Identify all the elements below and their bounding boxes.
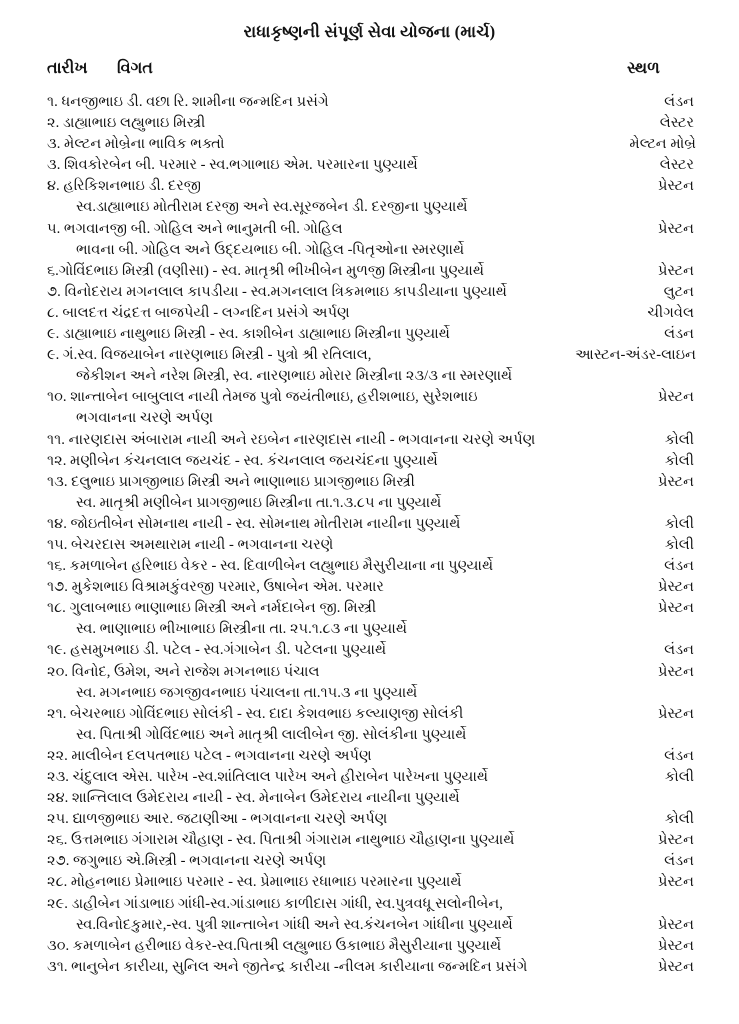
entry-place: પ્રેસ્ટન bbox=[657, 874, 694, 891]
entry-place: કોલી bbox=[664, 536, 694, 553]
entry-text: ૧૬. કમળાબેન હરિભાઇ વેકર - સ્વ. દિવાળીબેન લહ્યુભાઇ મૈસુરીયાના ના પુણ્યાર્થે bbox=[47, 558, 494, 575]
entry-place: પ્રેસ્ટન bbox=[657, 178, 694, 195]
entry-row bbox=[0, 303, 739, 324]
entry-place: પ્રેસ્ટન bbox=[657, 937, 694, 954]
entry-place: લંડન bbox=[664, 326, 694, 343]
entry-text: ૯. ડાહ્યાભાઇ નાથુભાઇ મિસ્ત્રી - સ્વ. કાશીબેન ડાહ્યાભાઇ મિસ્ત્રીના પુણ્યાર્થે bbox=[47, 326, 450, 343]
entry-continuation-line bbox=[0, 493, 739, 514]
entry-text: સ્વ. પિતાશ્રી ગોવિંદભાઇ અને માતૃશ્રી લાલીબેન જી. સોલંકીના પુણ્યાર્થે bbox=[76, 726, 467, 743]
entry-primary-line bbox=[0, 134, 739, 155]
entry-primary-line bbox=[0, 598, 739, 619]
entry-continuation-line bbox=[0, 240, 739, 261]
entry-row bbox=[0, 535, 739, 556]
entry-text: ૨૯. ડાહીબેન ગાંડાભાઇ ગાંધી-સ્વ.ગાંડાભાઇ કાળીદાસ ગાંધી, સ્વ.પુત્રવધૂ સલોનીબેન, bbox=[47, 895, 503, 912]
entry-primary-line bbox=[0, 894, 739, 915]
entry-text: ૧. ધનજીભાઇ ડી. વછા રિ. શામીના જન્મદિન પ્રસંગે bbox=[47, 94, 329, 110]
entry-place: લંડન bbox=[664, 642, 694, 659]
entry-primary-line bbox=[0, 92, 739, 113]
entry-text: ૧૧. નારણદાસ અંબારામ નાયી અને રઇબેન નારણદાસ નાયી - ભગવાનના ચરણે અર્પણ bbox=[47, 431, 536, 448]
entry-place: કોલી bbox=[664, 431, 694, 448]
entry-row bbox=[0, 219, 739, 261]
entry-row bbox=[0, 788, 739, 809]
entry-place: કોલી bbox=[664, 811, 694, 828]
entry-text: ૩૦. કમળાબેન હરીભાઇ વેકર-સ્વ.પિતાશ્રી લહ્યુભાઇ ઉકાભાઇ મૈસુરીયાના પુણ્યાર્થે bbox=[47, 937, 502, 954]
entry-place: લંડન bbox=[664, 558, 694, 575]
entry-primary-line bbox=[0, 851, 739, 872]
entry-continuation-line bbox=[0, 725, 739, 746]
entry-primary-line bbox=[0, 261, 739, 282]
entry-text: ૬.ગોવિંદભાઇ મિસ્ત્રી (વણીસા) - સ્વ. માતૃશ્રી ભીખીબેન મુળજી મિસ્ત્રીના પુણ્યાર્થે bbox=[47, 262, 485, 279]
entry-row bbox=[0, 324, 739, 345]
entry-primary-line bbox=[0, 282, 739, 303]
entry-place: આસ્ટન-અંડર-લાઇન bbox=[575, 347, 696, 364]
entry-continuation-line bbox=[0, 197, 739, 218]
entry-continuation-line bbox=[0, 683, 739, 704]
entry-place: કોલી bbox=[664, 515, 694, 532]
entry-primary-line bbox=[0, 155, 739, 176]
entry-place: પ્રેસ્ટન bbox=[657, 832, 694, 849]
entry-text: ૩. મેલ્ટન મોબ્રેના ભાવિક ભક્તો bbox=[47, 136, 225, 153]
entry-primary-line bbox=[0, 936, 739, 957]
entry-continuation-line bbox=[0, 366, 739, 387]
entry-text: ૭. વિનોદરાય મગનલાલ કાપડીયા - સ્વ.મગનલાલ ત્રિકમભાઇ કાપડીયાના પુણ્યાર્થે bbox=[47, 283, 507, 300]
entry-text: ૧૦. શાન્તાબેન બાબુલાલ નાયી તેમજ પુત્રો જયંતીભાઇ, હરીશભાઇ, સુરેશભાઇ bbox=[47, 389, 478, 406]
entry-place: પ્રેસ્ટન bbox=[657, 473, 694, 490]
entry-row bbox=[0, 176, 739, 218]
entry-place: પ્રેસ્ટન bbox=[657, 262, 694, 279]
entry-place: પ્રેસ્ટન bbox=[657, 600, 694, 617]
entry-row bbox=[0, 577, 739, 598]
entry-text: ૨૩. ચંદુલાલ એસ. પારેખ -સ્વ.શાંતિલાલ પારેખ અને હીરાબેન પારેખના પુણ્યાર્થે bbox=[47, 769, 489, 785]
entry-place: લુટન bbox=[663, 283, 694, 300]
entry-primary-line bbox=[0, 746, 739, 767]
entry-primary-line bbox=[0, 514, 739, 535]
entry-primary-line bbox=[0, 219, 739, 240]
entry-row bbox=[0, 936, 739, 957]
column-header-date: તારીખ bbox=[47, 60, 88, 77]
entry-row bbox=[0, 387, 739, 429]
entry-row bbox=[0, 345, 739, 387]
entry-primary-line bbox=[0, 430, 739, 451]
entry-primary-line bbox=[0, 640, 739, 661]
entry-primary-line bbox=[0, 872, 739, 893]
entry-row bbox=[0, 598, 739, 640]
entry-text: ૯. ગં.સ્વ. વિજયાબેન નારણભાઇ મિસ્ત્રી - પુત્રો શ્રી રતિલાલ, bbox=[47, 347, 372, 364]
entry-text: ૧૨. મણીબેન કંચનલાલ જયચંદ - સ્વ. કંચનલાલ જયચંદના પુણ્યાર્થે bbox=[47, 452, 438, 469]
entry-text: સ્વ. ભાણાભાઇ ભીખાભાઇ મિસ્ત્રીના તા. ૨૫.૧.૮૩ ના પુણ્યાર્થે bbox=[76, 621, 408, 638]
entry-text: ૨૪. શાન્તિલાલ ઉમેદરાય નાયી - સ્વ. મેનાબેન ઉમેદરાય નાયીના પુણ્યાર્થે bbox=[47, 790, 460, 807]
entry-text: ૧૩. દલુભાઇ પ્રાગજીભાઇ મિસ્ત્રી અને ભાણાભાઇ પ્રાગજીભાઇ મિસ્ત્રી bbox=[47, 473, 415, 490]
entry-row bbox=[0, 851, 739, 872]
entry-text: સ્વ.વિનોદકુમાર,-સ્વ. પુત્રી શાન્તાબેન ગાંધી અને સ્વ.કંચનબેન ગાંધીના પુણ્યાર્થે bbox=[76, 916, 513, 933]
entry-place: પ્રેસ્ટન bbox=[657, 220, 694, 237]
page-title: રાધાકૃષ્ણની સંપૂર્ણ સેવા યોજના (માર્ચ) bbox=[243, 22, 496, 41]
entry-row bbox=[0, 872, 739, 893]
entry-text: ૫. ભગવાનજી બી. ગોહિલ અને ભાનુમતી બી. ગોહિલ bbox=[47, 220, 343, 237]
entry-primary-line bbox=[0, 345, 739, 366]
entry-primary-line bbox=[0, 451, 739, 472]
entry-text: ભાવના બી. ગોહિલ અને ઉદ્દયભાઇ બી. ગોહિલ -પિતૃઓના સ્મરણાર્થે bbox=[76, 241, 465, 258]
entry-text: જેકીશન અને નરેશ મિસ્ત્રી, સ્વ. નારણભાઇ મોરાર મિસ્ત્રીના ૨૩/૩ ના સ્મરણાર્થે bbox=[76, 368, 513, 385]
entry-primary-line bbox=[0, 556, 739, 577]
entry-text: ૮. બાલદત્ત ચંદ્રદત્ત બાજપેયી - લગ્નદિન પ્રસંગે અર્પણ bbox=[47, 304, 350, 321]
entry-row bbox=[0, 556, 739, 577]
entry-row bbox=[0, 472, 739, 514]
entry-primary-line bbox=[0, 662, 739, 683]
entry-row bbox=[0, 830, 739, 851]
entry-place: કોલી bbox=[664, 452, 694, 469]
entry-row bbox=[0, 746, 739, 767]
entry-place: લંડન bbox=[664, 747, 694, 764]
entry-row bbox=[0, 430, 739, 451]
entry-text: ૨. ડાહ્યાભાઇ લહ્યુભાઇ મિસ્ત્રી bbox=[47, 115, 206, 132]
entry-primary-line bbox=[0, 704, 739, 725]
entry-primary-line bbox=[0, 324, 739, 345]
entry-place: પ્રેસ્ટન bbox=[657, 958, 694, 975]
entry-place: કોલી bbox=[664, 769, 694, 785]
entry-place: લંડન bbox=[664, 94, 694, 110]
entry-row bbox=[0, 282, 739, 303]
entry-place: લેસ્ટર bbox=[659, 115, 694, 132]
entry-text: સ્વ.ડાહ્યાભાઇ મોતીરામ દરજી અને સ્વ.સૂરજબેન ડી. દરજીના પુણ્યાર્થે bbox=[76, 199, 468, 216]
entry-row bbox=[0, 92, 739, 113]
entry-text: ૩૧. ભાનુબેન કારીયા, સુનિલ અને જીતેન્દ્ર કારીયા -નીલમ કારીયાના જન્મદિન પ્રસંગે bbox=[47, 958, 528, 975]
entry-row bbox=[0, 767, 739, 788]
entry-primary-line bbox=[0, 788, 739, 809]
entry-primary-line bbox=[0, 472, 739, 493]
entry-text: સ્વ. મગનભાઇ જગજીવનભાઇ પંચાલના તા.૧૫.૩ ના પુણ્યાર્થે bbox=[76, 684, 418, 701]
entry-row bbox=[0, 809, 739, 830]
entry-row bbox=[0, 894, 739, 936]
entry-row bbox=[0, 957, 739, 978]
entry-text: ૩. શિવકોરબેન બી. પરમાર - સ્વ.ભગાભાઇ એમ. પરમારના પુણ્યાર્થે bbox=[47, 157, 418, 174]
entry-row bbox=[0, 155, 739, 176]
entry-row bbox=[0, 451, 739, 472]
entry-continuation-line bbox=[0, 619, 739, 640]
entry-primary-line bbox=[0, 809, 739, 830]
entry-text: ભગવાનના ચરણે અર્પણ bbox=[76, 410, 214, 427]
entry-place: પ્રેસ્ટન bbox=[657, 705, 694, 722]
entry-text: ૧૯. હસમુખભાઇ ડી. પટેલ - સ્વ.ગંગાબેન ડી. પટેલના પુણ્યાર્થે bbox=[47, 642, 387, 659]
entry-continuation-line bbox=[0, 408, 739, 429]
entry-place: પ્રેસ્ટન bbox=[657, 389, 694, 406]
entry-continuation-line bbox=[0, 915, 739, 936]
entry-text: ૨૧. બેચરભાઇ ગોવિંદભાઇ સોલંકી - સ્વ. દાદા કેશવભાઇ કલ્યાણજી સોલંકી bbox=[47, 705, 464, 722]
entry-primary-line bbox=[0, 957, 739, 978]
entry-primary-line bbox=[0, 535, 739, 556]
entry-place: મેલ્ટન મોબ્રે bbox=[629, 136, 696, 153]
entry-place: લંડન bbox=[664, 853, 694, 870]
entry-row bbox=[0, 514, 739, 535]
entry-text: ૨૦. વિનોદ, ઉમેશ, અને રાજેશ મગનભાઇ પંચાલ bbox=[47, 663, 320, 680]
entry-text: ૧૭. મુકેશભાઇ વિશ્રામકુંવરજી પરમાર, ઉષાબેન એમ. પરમાર bbox=[47, 579, 384, 596]
entry-row bbox=[0, 704, 739, 746]
entry-primary-line bbox=[0, 113, 739, 134]
entry-text: ૨૨. માલીબેન દલપતભાઇ પટેલ - ભગવાનના ચરણે અર્પણ bbox=[47, 747, 372, 764]
entry-list bbox=[0, 92, 739, 978]
entry-row bbox=[0, 261, 739, 282]
entry-primary-line bbox=[0, 767, 739, 788]
entry-text: ૨૮. મોહનભાઇ પ્રેમાભાઇ પરમાર - સ્વ. પ્રેમાભાઇ રધાભાઇ પરમારના પુણ્યાર્થે bbox=[47, 874, 462, 891]
entry-text: ૨૫. દ્યાળજીભાઇ આર. જટાણીઆ - ભગવાનના ચરણે અર્પણ bbox=[47, 811, 388, 828]
entry-text: ૧૮. ગુલાબભાઇ ભાણાભાઇ મિસ્ત્રી અને નર્મદાબેન જી. મિસ્ત્રી bbox=[47, 600, 377, 617]
entry-row bbox=[0, 134, 739, 155]
entry-row bbox=[0, 640, 739, 661]
entry-place: ચીગવેલ bbox=[647, 304, 694, 321]
entry-text: સ્વ. માતૃશ્રી મણીબેન પ્રાગજીભાઇ મિસ્ત્રીના તા.૧.૩.૮૫ ના પુણ્યાર્થે bbox=[76, 494, 442, 511]
entry-text: ૧૫. બેચરદાસ અમથારામ નાયી - ભગવાનના ચરણે bbox=[47, 536, 334, 553]
entry-text: ૨૬. ઉત્તમભાઇ ગંગારામ ચૌહાણ - સ્વ. પિતાશ્રી ગંગારામ નાથુભાઇ ચૌહાણના પુણ્યાર્થે bbox=[47, 832, 515, 849]
entry-place: પ્રેસ્ટન bbox=[657, 663, 694, 680]
entry-primary-line bbox=[0, 387, 739, 408]
entry-primary-line bbox=[0, 303, 739, 324]
entry-text: ૪. હરિકિશનભાઇ ડી. દરજી bbox=[47, 178, 202, 195]
entry-place: લેસ્ટર bbox=[659, 157, 694, 174]
column-header-detail: વિગત bbox=[117, 60, 153, 77]
entry-text: ૧૪. જોઇતીબેન સોમનાથ નાયી - સ્વ. સોમનાથ મોતીરામ નાયીના પુણ્યાર્થે bbox=[47, 515, 461, 532]
entry-primary-line bbox=[0, 176, 739, 197]
entry-row bbox=[0, 113, 739, 134]
entry-text: ૨૭. જગુભાઇ એ.મિસ્ત્રી - ભગવાનના ચરણે અર્પણ bbox=[47, 853, 327, 870]
entry-primary-line bbox=[0, 830, 739, 851]
entry-primary-line bbox=[0, 577, 739, 598]
entry-row bbox=[0, 662, 739, 704]
entry-place: પ્રેસ્ટન bbox=[657, 916, 694, 933]
entry-place: પ્રેસ્ટન bbox=[657, 579, 694, 596]
column-headers bbox=[0, 60, 739, 86]
column-header-place: સ્થળ bbox=[627, 60, 660, 77]
